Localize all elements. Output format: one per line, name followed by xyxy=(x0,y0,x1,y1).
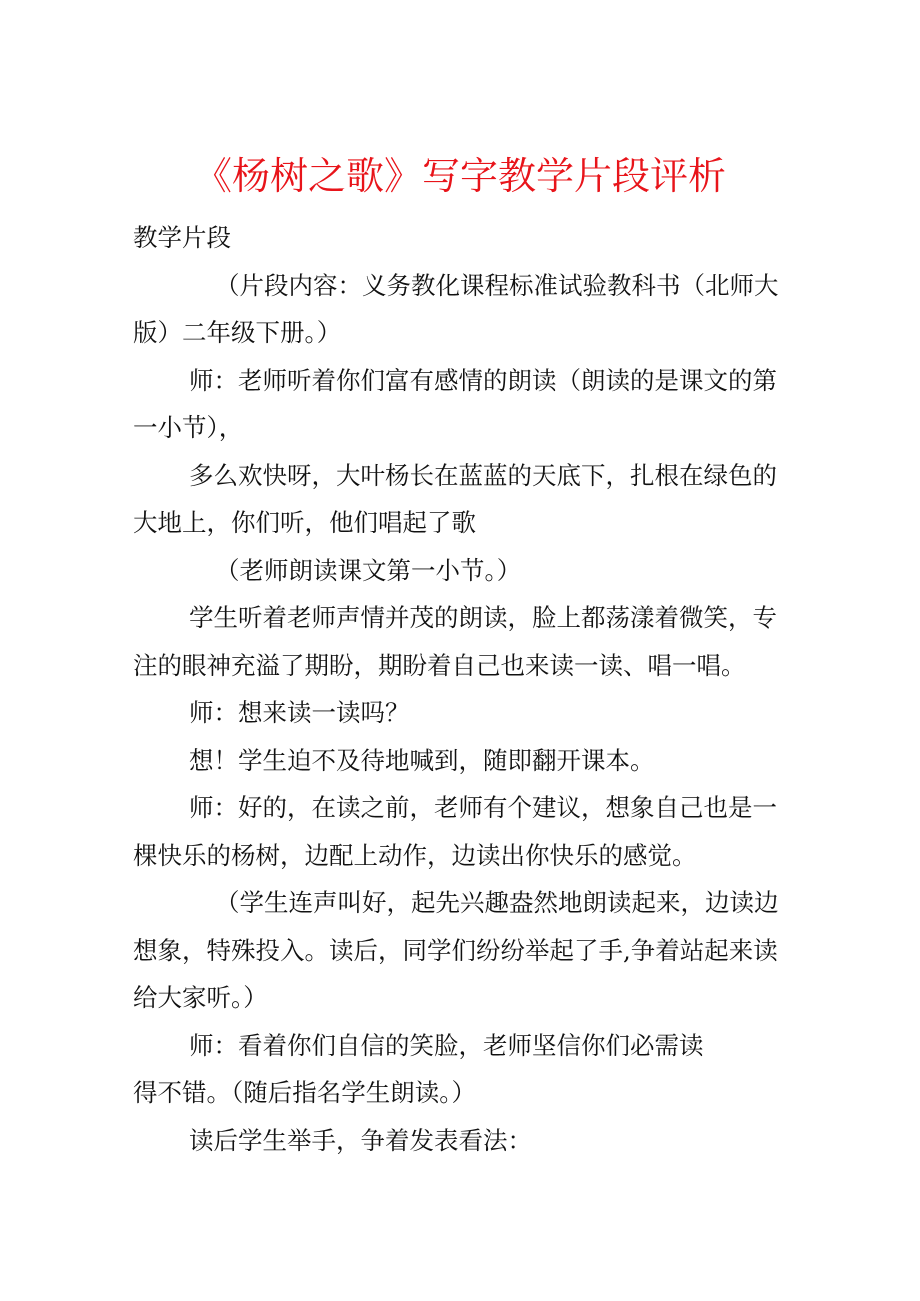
paragraph: 师：看着你们自信的笑脸，老师坚信你们必需读 xyxy=(189,1030,704,1060)
document-body xyxy=(133,214,793,1164)
paragraph: 读后学生举手，争着发表看法： xyxy=(189,1125,532,1155)
paragraph: （老师朗读课文第一小节。） xyxy=(215,555,522,585)
paragraph: 师：好的，在读之前，老师有个建议，想象自己也是一棵快乐的杨树，边配上动作，边读出你快乐的感觉。 xyxy=(133,793,777,870)
document-title: 《杨树之歌》写字教学片段评析 xyxy=(193,154,726,198)
paragraph: 师：老师听着你们富有感情的朗读（朗读的是课文的第一小节）， xyxy=(133,365,777,442)
paragraph: 想！学生迫不及待地喊到，随即翻开课本。 xyxy=(189,745,655,775)
paragraph: 学生听着老师声情并茂的朗读，脸上都荡漾着微笑，专注的眼神充溢了期盼，期盼着自己也来读一读、唱一唱。 xyxy=(133,603,777,680)
paragraph: 得不错。（随后指名学生朗读。） xyxy=(133,1078,476,1107)
paragraph: 师：想来读一读吗？ xyxy=(189,698,410,727)
paragraph: 多么欢快呀，大叶杨长在蓝蓝的天底下，扎根在绿色的大地上，你们听，他们唱起了歌 xyxy=(133,460,777,537)
section-heading: 教学片段 xyxy=(133,223,231,252)
paragraph: （学生连声叫好，起先兴趣盎然地朗读起来，边读边想象，特殊投入。读后，同学们纷纷举起了手,争着站起来读给大家听。） xyxy=(133,888,779,1012)
paragraph: （片段内容：义务教化课程标准试验教科书（北师大版）二年级下册。） xyxy=(133,270,779,347)
